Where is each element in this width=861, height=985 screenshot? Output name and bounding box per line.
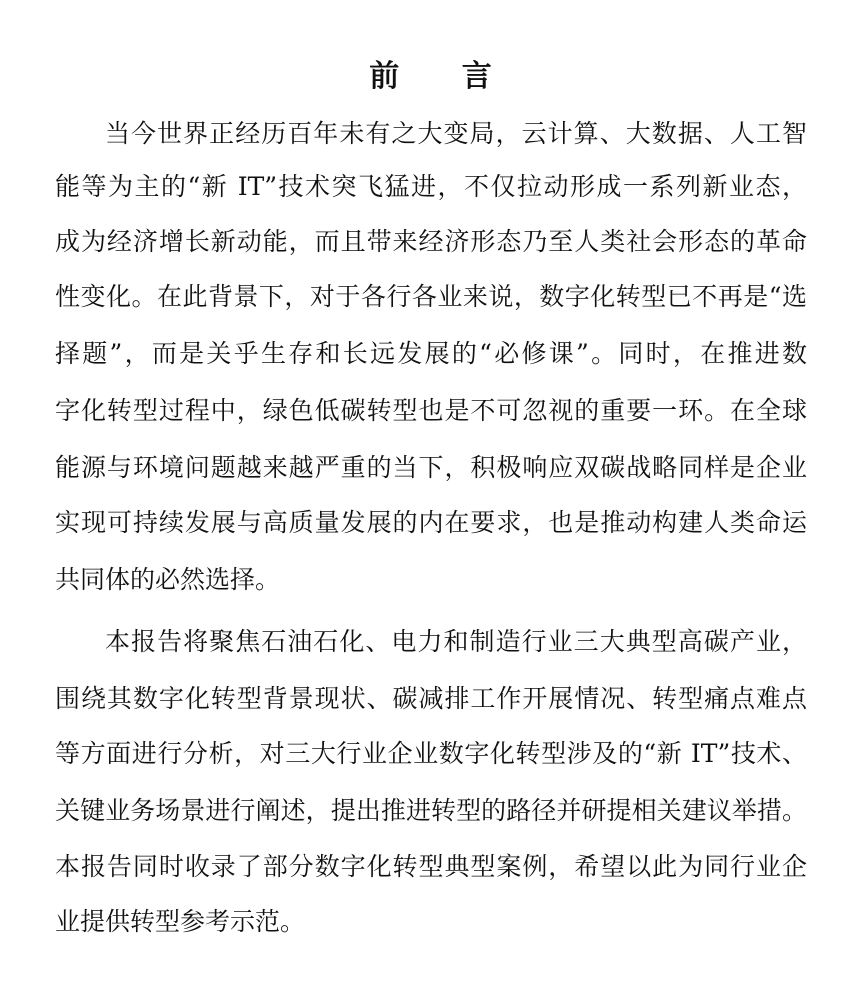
paragraph-1-line-2: 能等为主的“新 IT”技术突飞猛进，不仅拉动形成一系列新业态，: [55, 172, 807, 201]
paragraph-2-line-1: 本报告将聚焦石油石化、电力和制造行业三大典型高碳产业，: [105, 627, 807, 656]
paragraph-2-line-6: 业提供转型参考示范。: [55, 907, 306, 936]
paragraph-1-line-9: 共同体的必然选择。: [55, 565, 281, 594]
paragraph-2-line-4: 关键业务场景进行阐述，提出推进转型的路径并研提相关建议举措。: [55, 796, 807, 825]
paragraph-2-line-2: 围绕其数字化转型背景现状、碳减排工作开展情况、转型痛点难点: [55, 684, 807, 713]
paragraph-1-line-5: 择题”，而是关乎生存和长远发展的“必修课”。同时，在推进数: [55, 339, 807, 368]
paragraph-1-line-6: 字化转型过程中，绿色低碳转型也是不可忽视的重要一环。在全球: [55, 396, 807, 425]
paragraph-1-line-7: 能源与环境问题越来越严重的当下，积极响应双碳战略同样是企业: [55, 453, 807, 482]
paragraph-1-line-4: 性变化。在此背景下，对于各行各业来说，数字化转型已不再是“选: [55, 282, 807, 311]
page-title: 前 言: [369, 59, 518, 94]
paragraph-1-line-8: 实现可持续发展与高质量发展的内在要求，也是推动构建人类命运: [55, 508, 807, 537]
paragraph-2-line-3: 等方面进行分析，对三大行业企业数字化转型涉及的“新 IT”技术、: [55, 739, 807, 768]
paragraph-1-line-1: 当今世界正经历百年未有之大变局，云计算、大数据、人工智: [105, 119, 807, 148]
paragraph-1-line-3: 成为经济增长新动能，而且带来经济形态乃至人类社会形态的革命: [55, 227, 807, 256]
paragraph-2-line-5: 本报告同时收录了部分数字化转型典型案例，希望以此为同行业企: [55, 852, 807, 881]
